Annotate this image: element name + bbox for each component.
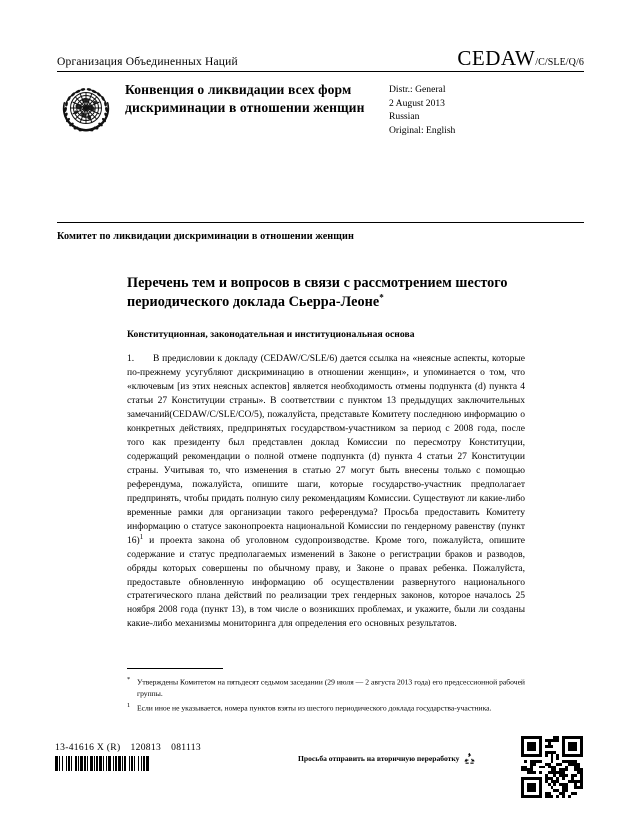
page-title [127,274,525,312]
page-title-footnote-marker: * [379,292,384,303]
footer-code-one: 120813 [130,742,162,753]
document-original-language: Original: English [389,124,456,136]
recycle-note-text: Просьба отправить на вторичную переработку [298,754,460,763]
organization-name: Организация Объединенных Наций [57,56,238,69]
page-footer [0,742,640,802]
footnotes-section [127,668,525,715]
document-date: 2 August 2013 [389,97,445,109]
paragraph-number: 1. [127,352,135,364]
footnote-text: Утверждены Комитетом на пятьдесят седьмом заседании (29 июля — 2 августа 2013 года) его предсессионной рабочей группы. [137,677,525,699]
document-content [127,274,525,631]
recycle-icon [463,752,476,765]
page-title-text: Перечень тем и вопросов в связи с рассмотрением шестого периодического доклада Сьерра-Леоне [127,275,508,310]
section-heading: Конституционная, законодательная и институциональная основа [127,328,415,340]
footnote-text: Если иное не указывается, номера пунктов взяты из шестого периодического доклада государства-участника. [137,703,492,713]
committee-section [57,222,584,245]
document-symbol-main: CEDAW [457,46,536,70]
committee-rule [57,222,584,223]
recycle-note [298,752,476,765]
paragraph-text-part-2: и проекта закона об уголовном судопроизводстве. Кроме того, пожалуйста, опишите содержание и статус предполагаемых изменений в Законе о регистрации браков и разводов, обряды которых совершены по обычному праву, и Законе о правах ребенка. Пожалуйста, предоставьте обновленную информацию об осуществлении развернутого национального стратегического плана действий по реализации трех гендерных законов, которое началось 25 ноября 2008 года (пункт 13), в том числе о возникших проблемах, и укажите, были ли созданы какие-либо механизмы мониторинга для определения его основных результатов. [127,534,525,630]
masthead-rule [57,71,584,72]
footnote-item [127,701,525,714]
document-language: Russian [389,111,420,123]
committee-name: Комитет по ликвидации дискриминации в отношении женщин [57,231,354,242]
masthead [57,48,584,137]
distribution-block [389,80,529,137]
footnote-marker: * [127,676,131,683]
footer-code-two: 081113 [171,742,201,753]
convention-title: Конвенция о ликвидации всех форм дискриминации в отношении женщин [125,82,365,115]
paragraph-footnote-marker: 1 [139,532,144,541]
un-emblem-icon [57,82,115,134]
footnote-marker: 1 [127,701,131,709]
paragraph-1 [127,352,525,632]
distribution-label: Distr.: General [389,84,446,95]
masthead-top-row [57,48,584,71]
paragraph-text-part-1: В предисловии к докладу (CEDAW/C/SLE/6) дается ссылка на «неясные аспекты, которые по-прежнему усугубляют дискриминацию в отношении женщин», и упоминается о том, что «ключевым [из этих неясных аспектов] является необходимость отмены подпункта (d) пункта 4 статьи 27 Конституции страны». В соответствии с пунктом 13 предыдущих заключительных замечаний(CEDAW/C/SLE/CO/5), пожалуйста, представьте Комитету последнюю информацию о конкретных действиях, предпринятых государством-участником за период с 2008 года, после того как президенту был представлен доклад Комиссии по пересмотру Конституции, содержащий рекомендации о полной отмене подпункта (d) пункта 4 статьи 27 Конституции страны. Учитывая то, что изменения в статью 27 могут быть внесены только с помощью референдума, пожалуйста, опишите шаги, которые государство-участник предполагает предпринять, чтобы придать полную силу рекомендациям Комиссии. Существуют ли какие-либо временные рамки для организации такого референдума? Просьба предоставить Комитету информацию о статусе законопроекта национальной Комиссии по гендерному равенству (пункт 16) [127,352,525,546]
masthead-body-row [57,80,584,137]
qr-code-icon [521,736,583,798]
barcode-icon [55,756,150,771]
job-number: 13-41616 X (R) [55,742,121,753]
footnote-item [127,675,525,700]
document-symbol-suffix: /C/SLE/Q/6 [535,57,584,68]
document-symbol [457,48,584,69]
footnote-separator [127,668,223,669]
job-number-line [55,742,201,753]
